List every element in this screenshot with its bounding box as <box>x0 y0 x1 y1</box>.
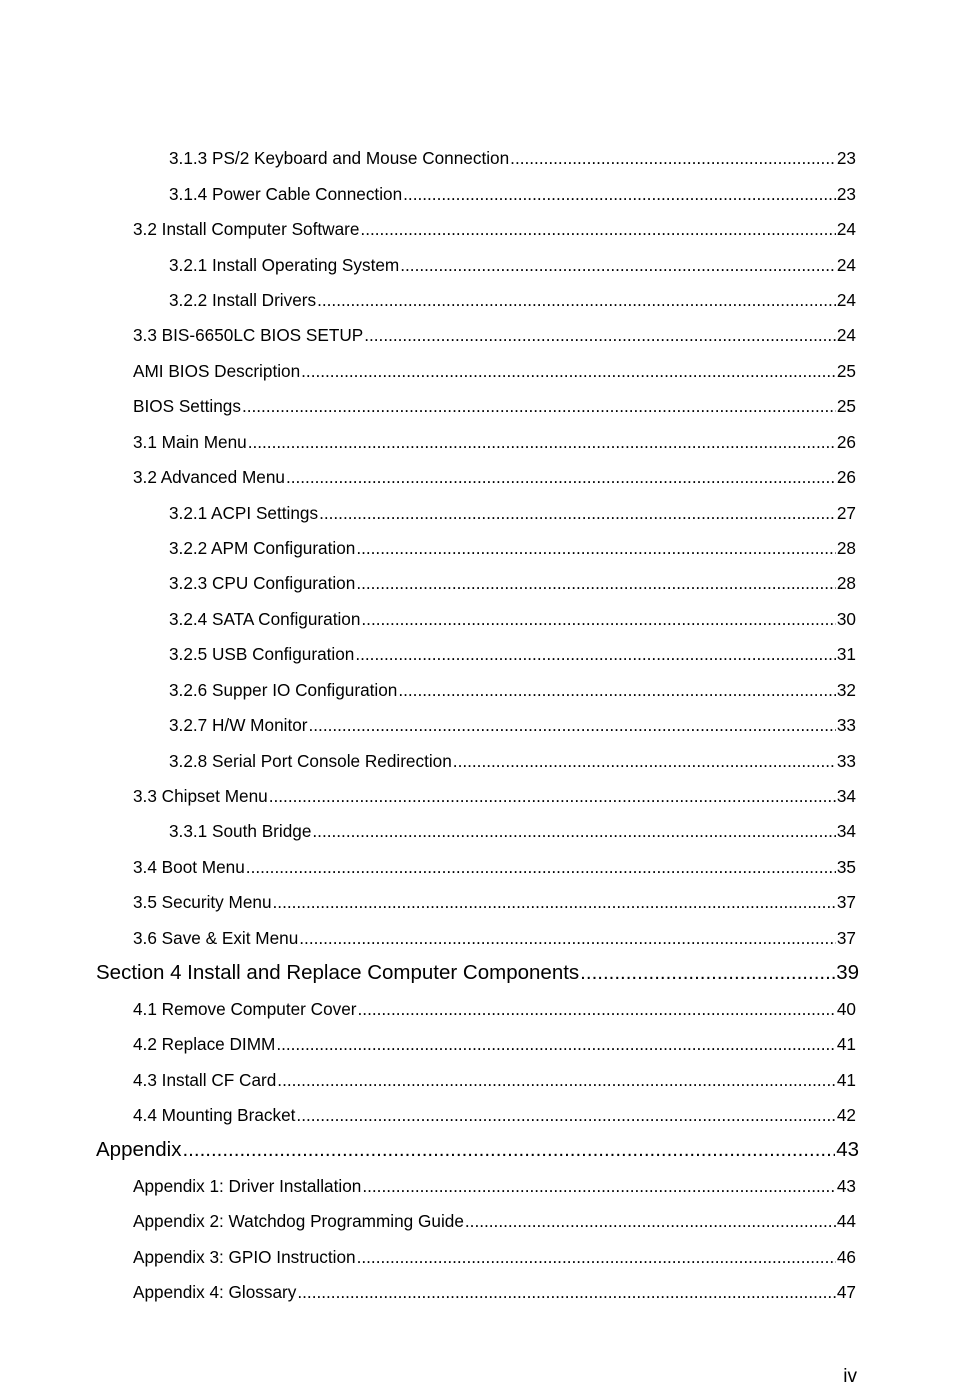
toc-entry-page: 41 <box>836 1034 856 1054</box>
toc-entry-label: 3.2.1 ACPI Settings <box>169 503 319 523</box>
toc-entry-page: 23 <box>836 184 856 204</box>
toc-entry-label: 3.2.2 Install Drivers <box>169 290 317 310</box>
toc-dot-leader <box>403 184 836 205</box>
toc-entry-page: 31 <box>836 644 856 664</box>
toc-entry-label: 4.4 Mounting Bracket <box>133 1105 296 1125</box>
toc-dot-leader <box>246 857 836 878</box>
toc-dot-leader <box>357 1247 836 1268</box>
toc-entry-page: 25 <box>836 396 856 416</box>
toc-entry-label: 3.2.1 Install Operating System <box>169 255 400 275</box>
toc-entry[interactable] <box>133 1176 856 1197</box>
toc-entry-page: 23 <box>836 148 856 168</box>
toc-entry-page: 28 <box>836 573 856 593</box>
toc-entry[interactable] <box>169 503 856 524</box>
toc-dot-leader <box>301 361 836 382</box>
toc-entry-label: 3.4 Boot Menu <box>133 857 245 877</box>
toc-entry-label: 4.3 Install CF Card <box>133 1070 277 1090</box>
toc-entry-page: 34 <box>836 786 856 806</box>
toc-entry-page: 42 <box>836 1105 856 1125</box>
toc-entry[interactable] <box>133 1282 856 1303</box>
toc-entry[interactable] <box>133 361 856 382</box>
toc-entry[interactable] <box>169 680 856 701</box>
toc-section-entry[interactable] <box>96 1138 859 1162</box>
toc-entry[interactable] <box>133 219 856 240</box>
toc-entry-label: 3.3 BIS-6650LC BIOS SETUP <box>133 325 364 345</box>
toc-entry[interactable] <box>133 1247 856 1268</box>
toc-dot-leader <box>465 1211 836 1232</box>
toc-entry-label: 3.2.6 Supper IO Configuration <box>169 680 398 700</box>
toc-dot-leader <box>319 503 836 524</box>
toc-entry-label: 3.6 Save & Exit Menu <box>133 928 299 948</box>
toc-entry[interactable] <box>169 821 856 842</box>
page-number: iv <box>843 1366 857 1387</box>
toc-entry-page: 37 <box>836 892 856 912</box>
toc-dot-leader <box>364 325 836 346</box>
toc-dot-leader <box>358 999 836 1020</box>
toc-entry[interactable] <box>169 573 856 594</box>
toc-dot-leader <box>317 290 836 311</box>
toc-entry-page: 28 <box>836 538 856 558</box>
toc-entry[interactable] <box>133 467 856 488</box>
toc-entry[interactable] <box>133 1105 856 1126</box>
toc-dot-leader <box>510 148 836 169</box>
toc-entry-page: 24 <box>836 219 856 239</box>
toc-dot-leader <box>277 1070 836 1091</box>
toc-entry-label: 3.2.2 APM Configuration <box>169 538 356 558</box>
toc-dot-leader <box>269 786 836 807</box>
toc-entry-page: 40 <box>836 999 856 1019</box>
toc-entry-page: 43 <box>836 1138 859 1161</box>
toc-entry[interactable] <box>169 184 856 205</box>
toc-entry[interactable] <box>169 148 856 169</box>
toc-entry-label: 3.2 Install Computer Software <box>133 219 360 239</box>
toc-entry[interactable] <box>133 1034 856 1055</box>
toc-entry-page: 41 <box>836 1070 856 1090</box>
toc-entry-page: 30 <box>836 609 856 629</box>
toc-entry-label: Section 4 Install and Replace Computer Components <box>96 961 580 984</box>
toc-entry-label: 3.1 Main Menu <box>133 432 247 452</box>
toc-dot-leader <box>355 644 836 665</box>
toc-dot-leader <box>360 219 835 240</box>
toc-entry-page: 24 <box>836 325 856 345</box>
toc-entry[interactable] <box>133 857 856 878</box>
toc-dot-leader <box>362 1176 836 1197</box>
toc-entry-page: 33 <box>836 715 856 735</box>
toc-dot-leader <box>356 573 836 594</box>
toc-entry-label: Appendix 1: Driver Installation <box>133 1176 362 1196</box>
toc-entry-page: 24 <box>836 290 856 310</box>
toc-entry-page: 43 <box>836 1176 856 1196</box>
toc-entry-page: 32 <box>836 680 856 700</box>
toc-dot-leader <box>356 538 836 559</box>
toc-entry[interactable] <box>133 999 856 1020</box>
toc-entry-page: 27 <box>836 503 856 523</box>
toc-entry-label: 3.2 Advanced Menu <box>133 467 285 487</box>
toc-entry-label: 3.3 Chipset Menu <box>133 786 268 806</box>
toc-entry-label: Appendix 4: Glossary <box>133 1282 297 1302</box>
toc-entry-label: BIOS Settings <box>133 396 241 416</box>
toc-entry-label: 4.1 Remove Computer Cover <box>133 999 357 1019</box>
toc-dot-leader <box>248 432 836 453</box>
toc-entry-page: 24 <box>836 255 856 275</box>
toc-dot-leader <box>580 961 835 985</box>
toc-section-entry[interactable] <box>96 961 859 985</box>
toc-entry[interactable] <box>133 786 856 807</box>
toc-entry-label: 3.2.4 SATA Configuration <box>169 609 361 629</box>
toc-entry-page: 34 <box>836 821 856 841</box>
toc-entry-label: 3.2.5 USB Configuration <box>169 644 355 664</box>
toc-dot-leader <box>400 255 836 276</box>
toc-dot-leader <box>361 609 835 630</box>
toc-dot-leader <box>182 1138 835 1162</box>
toc-entry-label: Appendix <box>96 1138 182 1161</box>
toc-entry-label: 3.2.3 CPU Configuration <box>169 573 356 593</box>
toc-entry-label: 3.1.4 Power Cable Connection <box>169 184 403 204</box>
toc-entry-page: 25 <box>836 361 856 381</box>
toc-dot-leader <box>286 467 836 488</box>
toc-entry-page: 35 <box>836 857 856 877</box>
toc-entry-label: 3.2.7 H/W Monitor <box>169 715 308 735</box>
toc-dot-leader <box>276 1034 836 1055</box>
toc-entry-label: 4.2 Replace DIMM <box>133 1034 276 1054</box>
toc-dot-leader <box>242 396 836 417</box>
toc-dot-leader <box>296 1105 835 1126</box>
toc-entry[interactable] <box>133 396 856 417</box>
toc-dot-leader <box>309 715 836 736</box>
toc-entry-page: 26 <box>836 467 856 487</box>
toc-entry-page: 37 <box>836 928 856 948</box>
toc-entry-label: 3.2.8 Serial Port Console Redirection <box>169 751 452 771</box>
toc-entry[interactable] <box>133 892 856 913</box>
toc-entry-label: Appendix 2: Watchdog Programming Guide <box>133 1211 464 1231</box>
toc-entry-label: AMI BIOS Description <box>133 361 301 381</box>
toc-entry[interactable] <box>169 751 856 772</box>
toc-entry-label: 3.3.1 South Bridge <box>169 821 312 841</box>
toc-entry-page: 26 <box>836 432 856 452</box>
toc-entry[interactable] <box>169 609 856 630</box>
toc-entry[interactable] <box>133 432 856 453</box>
toc-entry[interactable] <box>133 928 856 949</box>
toc-entry[interactable] <box>133 325 856 346</box>
toc-dot-leader <box>299 928 836 949</box>
toc-dot-leader <box>273 892 836 913</box>
toc-entry[interactable] <box>133 1070 856 1091</box>
toc-entry-label: 3.5 Security Menu <box>133 892 272 912</box>
toc-entry-page: 39 <box>836 961 859 984</box>
toc-entry-label: 3.1.3 PS/2 Keyboard and Mouse Connection <box>169 148 510 168</box>
toc-dot-leader <box>297 1282 836 1303</box>
toc-dot-leader <box>453 751 836 772</box>
toc-entry-page: 47 <box>836 1282 856 1302</box>
toc-entry-page: 33 <box>836 751 856 771</box>
toc-dot-leader <box>398 680 836 701</box>
toc-entry[interactable] <box>169 644 856 665</box>
toc-entry[interactable] <box>133 1211 856 1232</box>
toc-entry[interactable] <box>169 255 856 276</box>
toc-entry[interactable] <box>169 715 856 736</box>
toc-entry-label: Appendix 3: GPIO Instruction <box>133 1247 356 1267</box>
toc-entry[interactable] <box>169 538 856 559</box>
toc-entry-page: 46 <box>836 1247 856 1267</box>
toc-dot-leader <box>312 821 835 842</box>
toc-entry[interactable] <box>169 290 856 311</box>
toc-entry-page: 44 <box>836 1211 856 1231</box>
